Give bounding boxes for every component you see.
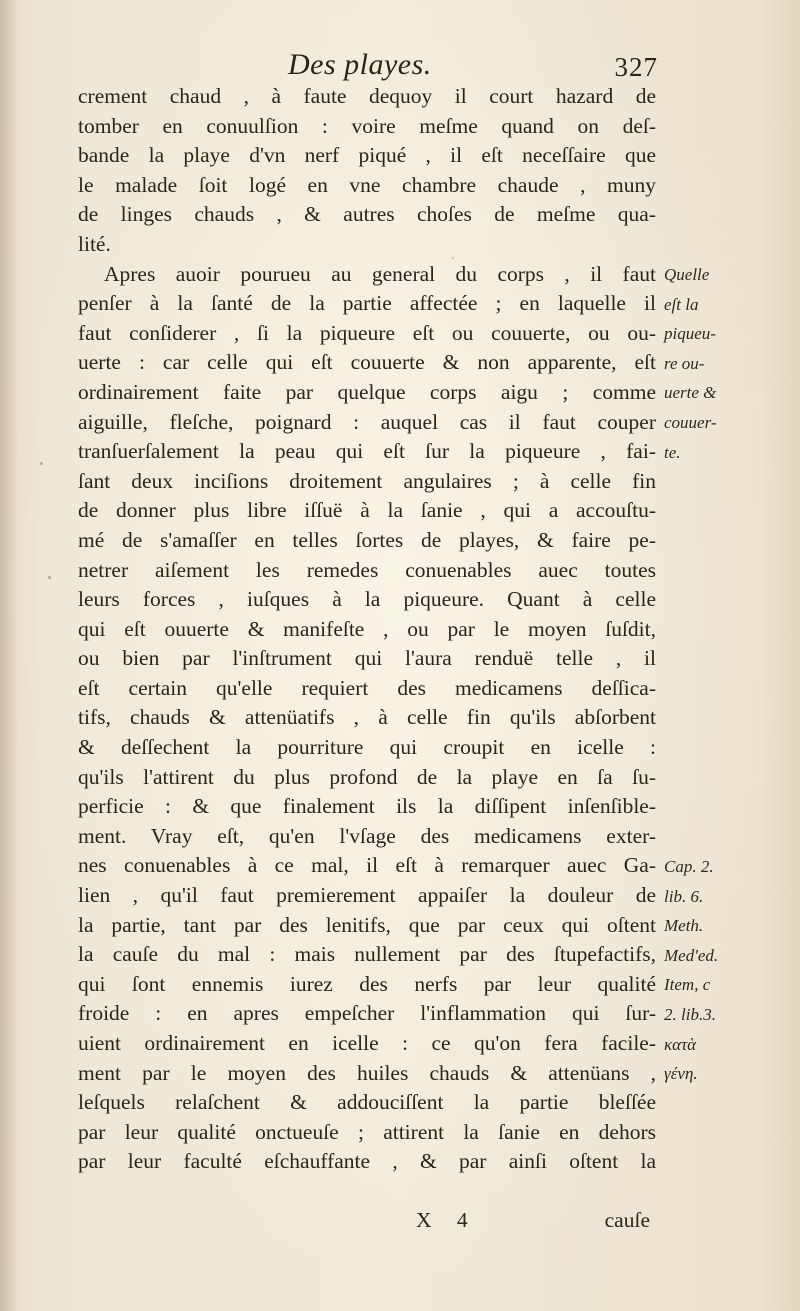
text-line: leurs forces , iuſques à la piqueure. Quant à celle: [78, 587, 656, 612]
text-line: tomber en conuulſion : voire meſme quand on deſ-: [78, 113, 656, 138]
ink-speck: [452, 257, 454, 259]
text-line: de donner plus libre iſſuë à la ſanie , qui a accouſtu-: [78, 498, 656, 523]
text-line: penſer à la ſanté de la partie affectée ; en laquelle il: [78, 291, 656, 316]
text-line: ordinairement faite par quelque corps aigu ; comme: [78, 379, 656, 404]
text-line: ſant deux inciſions droitement angulaires ; à celle fin: [78, 468, 656, 493]
ink-speck: [48, 576, 51, 579]
margin-note-line: Quelle: [664, 265, 710, 284]
text-line: mé de s'amaſſer en telles ſortes de playes, & faire pe-: [78, 527, 656, 552]
text-line: par leur faculté eſchauffante , & par ainſi oſtent la: [78, 1149, 656, 1174]
margin-note-line: Item, c: [664, 975, 711, 995]
margin-note-line: κατὰ: [664, 1034, 697, 1054]
margin-note-line: Meth.: [664, 916, 704, 936]
text-line: netrer aiſement les remedes conuenables auec toutes: [78, 557, 656, 582]
text-line: qu'ils l'attirent du plus profond de la playe en ſa ſu-: [78, 764, 656, 789]
text-line: ou bien par l'inſtrument qui l'aura renduë telle , il: [78, 646, 656, 671]
margin-note-line: Cap. 2.: [664, 857, 714, 876]
margin-note-galien-reference: [664, 852, 718, 1089]
page-header: [78, 44, 658, 84]
signature-mark: X 4: [416, 1208, 478, 1232]
margin-note-line: uerte &: [664, 383, 717, 403]
text-line: uerte : car celle qui eſt couuerte & non apparente, eſt: [78, 350, 656, 375]
margin-note-line: eſt la: [664, 294, 699, 314]
text-line: lité.: [78, 231, 111, 256]
text-line: & deſſechent la pourriture qui croupit en icelle :: [78, 735, 656, 760]
text-line: nes conuenables à ce mal, il eſt à remarquer auec Ga-: [78, 853, 656, 878]
text-line: tifs, chauds & attenüatifs , à celle fin qu'ils abſorbent: [78, 705, 656, 730]
margin-note-piqueure: [664, 260, 717, 467]
text-line: eſt certain qu'elle requiert des medicamens deſſica-: [78, 675, 656, 700]
ink-speck: [40, 462, 43, 465]
text-line: leſquels relaſchent & addouciſſent la partie bleſſée: [78, 1090, 656, 1115]
text-line: ment par le moyen des huiles chauds & attenüans ,: [78, 1060, 656, 1085]
spine-shadow: [0, 0, 18, 1311]
text-line: le malade ſoit logé en vne chambre chaude , muny: [78, 172, 656, 197]
text-line: de linges chauds , & autres choſes de meſme qua-: [78, 202, 656, 227]
text-line: aiguille, fleſche, poignard : auquel cas il faut couper: [78, 409, 656, 434]
text-line: froide : en apres empeſcher l'inflammation qui ſur-: [78, 1001, 656, 1026]
text-line: Apres auoir pourueu au general du corps , il faut: [104, 261, 656, 286]
margin-note-line: piqueu-: [664, 324, 716, 344]
body-text: [78, 82, 656, 1177]
margin-note-line: lib. 6.: [664, 886, 704, 906]
margin-note-line: γένη.: [664, 1064, 698, 1084]
margin-note-line: 2. lib.3.: [664, 1004, 716, 1024]
text-line: perficie : & que finalement ils la diſſipent inſenſible-: [78, 794, 656, 819]
text-line: faut conſiderer , ſi la piqueure eſt ou couuerte, ou ou-: [78, 320, 656, 345]
text-line: par leur qualité onctueuſe ; attirent la ſanie en dehors: [78, 1119, 656, 1144]
text-line: la partie, tant par des lenitifs, que par ceux qui oſtent: [78, 912, 656, 937]
text-line: crement chaud , à faute dequoy il court hazard de: [78, 84, 656, 108]
catchword: cauſe: [604, 1208, 650, 1232]
text-line: uient ordinairement en icelle : ce qu'on fera facile-: [78, 1031, 656, 1055]
running-title: Des playes.: [288, 48, 432, 81]
margin-note-line: re ou-: [664, 353, 705, 373]
margin-note-line: couuer-: [664, 412, 717, 432]
page-number: 327: [614, 52, 658, 82]
page-footer: [78, 1208, 656, 1244]
text-line: tranſuerſalement la peau qui eſt ſur la piqueure , fai-: [78, 439, 656, 464]
text-line: bande la playe d'vn nerf piqué , il eſt neceſſaire que: [78, 143, 656, 168]
margin-note-line: te.: [664, 442, 681, 462]
text-line: la cauſe du mal : mais nullement par des ſtupefactifs,: [78, 942, 656, 967]
margin-note-line: Med'ed.: [664, 945, 719, 965]
text-line: qui ſont ennemis iurez des nerfs par leur qualité: [78, 971, 656, 996]
text-line: ment. Vray eſt, qu'en l'vſage des medicamens exter-: [78, 823, 656, 848]
text-line: qui eſt ouuerte & manifeſte , ou par le moyen ſuſdit,: [78, 616, 656, 641]
text-line: lien , qu'il faut premierement appaiſer la douleur de: [78, 883, 656, 908]
